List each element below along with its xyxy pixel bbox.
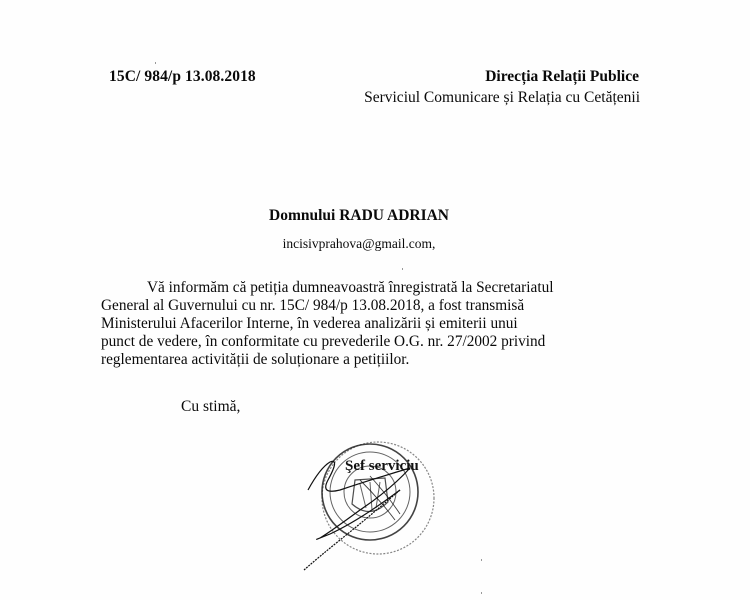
department-name: Direcția Relații Publice (485, 68, 639, 85)
body-line: Ministerului Afacerilor Interne, în vederea analizării și emiterii unui (101, 315, 518, 332)
reference-number: 15C/ 984/p 13.08.2018 (109, 68, 256, 85)
recipient-name: Domnului RADU ADRIAN (269, 207, 449, 224)
scan-speck (155, 62, 156, 64)
recipient-block (0, 207, 750, 225)
signature-title: Şef serviciu (345, 458, 419, 474)
recipient-email: incisivprahova@gmail.com, (282, 236, 436, 251)
body-line: punct de vedere, în conformitate cu prevederile O.G. nr. 27/2002 privind (101, 333, 546, 350)
body-line: Vă informăm că petiția dumneavoastră înregistrată la Secretariatul (147, 279, 554, 296)
body-line: reglementarea activității de soluționare a petițiilor. (101, 351, 410, 368)
recipient-email-block (0, 236, 750, 252)
scan-speck (481, 592, 482, 594)
letter-body (101, 279, 661, 369)
scan-speck (402, 268, 403, 270)
signature-scribble (304, 461, 410, 570)
body-line: General al Guvernului cu nr. 15C/ 984/p 13.08.2018, a fost transmisă (101, 297, 525, 314)
service-name: Serviciul Comunicare și Relația cu Cetățenii (364, 89, 640, 106)
scan-speck (481, 559, 482, 561)
closing-salutation: Cu stimă, (181, 398, 241, 415)
